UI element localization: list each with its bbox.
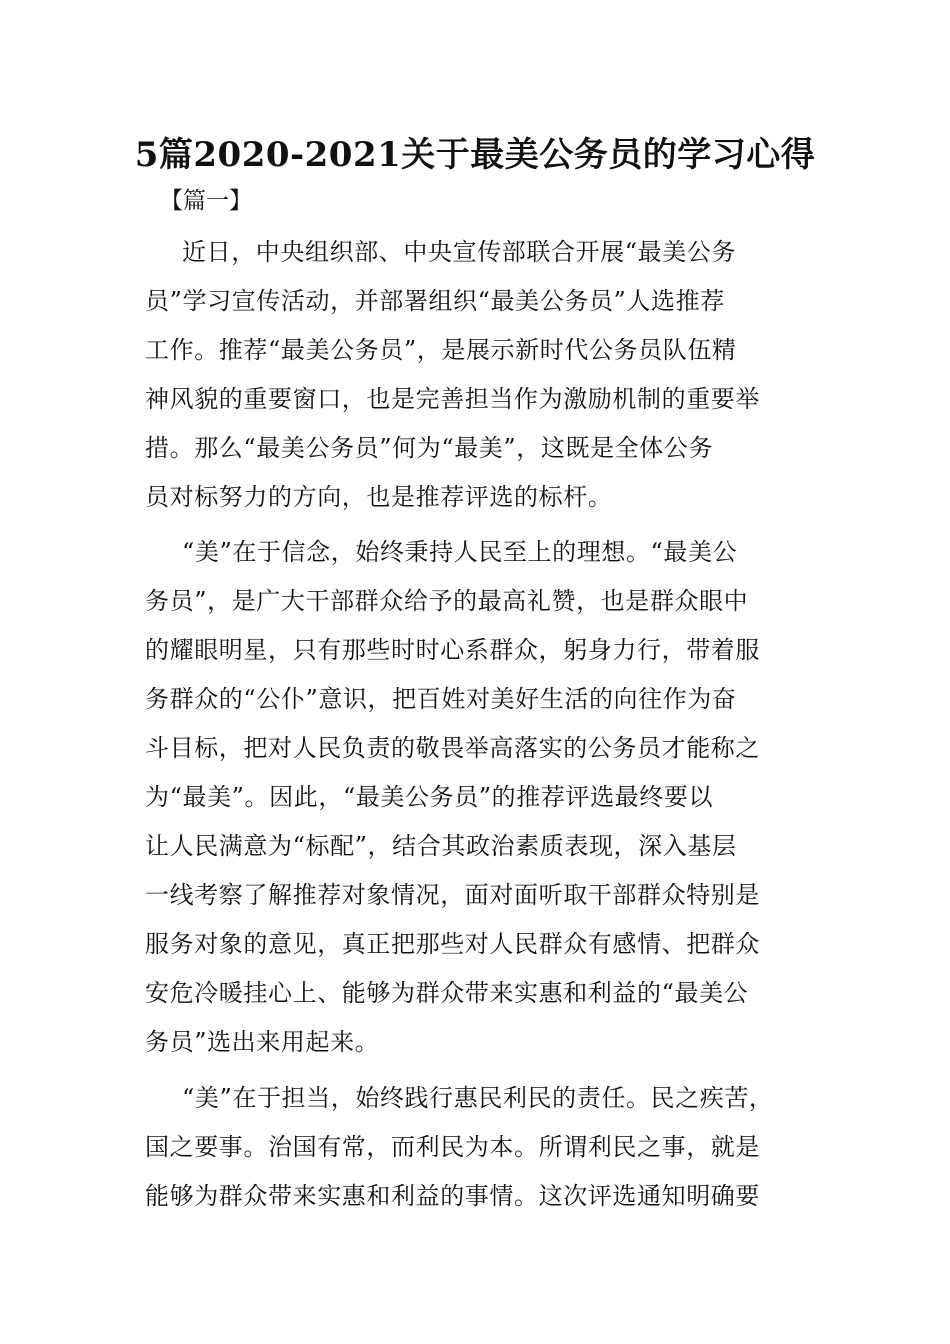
- body-line: 为“最美”。因此，“最美公务员”的推荐评选最终要以: [145, 783, 714, 811]
- body-line: 工作。推荐“最美公务员”，是展示新时代公务员队伍精: [145, 336, 737, 364]
- body-line: 服务对象的意见，真正把那些对人民群众有感情、把群众: [145, 930, 760, 958]
- body-line: 安危冷暖挂心上、能够为群众带来实惠和利益的“最美公: [145, 979, 749, 1007]
- body-line: 近日，中央组织部、中央宣传部联合开展“最美公务: [182, 238, 737, 266]
- body-line: 员对标努力的方向，也是推荐评选的标杆。: [145, 483, 613, 511]
- body-line: 让人民满意为“标配”，结合其政治素质表现，深入基层: [145, 832, 737, 860]
- body-line: 能够为群众带来实惠和利益的事情。这次评选通知明确要: [145, 1182, 760, 1210]
- body-line: 国之要事。治国有常，而利民为本。所谓利民之事，就是: [145, 1133, 760, 1161]
- body-line: 神风貌的重要窗口，也是完善担当作为激励机制的重要举: [145, 385, 760, 413]
- document-title: 5篇2020-2021关于最美公务员的学习心得: [134, 135, 816, 175]
- body-line: 斗目标，把对人民负责的敬畏举高落实的公务员才能称之: [145, 734, 760, 762]
- body-line: 员”学习宣传活动，并部署组织“最美公务员”人选推荐: [145, 287, 725, 315]
- body-line: 务员”，是广大干部群众给予的最高礼赞，也是群众眼中: [145, 587, 749, 615]
- body-line: 一线考察了解推荐对象情况，面对面听取干部群众特别是: [145, 881, 760, 909]
- section-heading: 【篇一】: [160, 188, 252, 214]
- body-line: “美”在于信念，始终秉持人民至上的理想。“最美公: [182, 538, 738, 566]
- body-line: 措。那么“最美公务员”何为“最美”，这既是全体公务: [145, 434, 714, 462]
- body-line: 务群众的“公仆”意识，把百姓对美好生活的向往作为奋: [145, 685, 737, 713]
- body-line: 的耀眼明星，只有那些时时心系群众，躬身力行，带着服: [145, 636, 760, 664]
- body-line: 务员”选出来用起来。: [145, 1028, 380, 1056]
- body-line: “美”在于担当，始终践行惠民利民的责任。民之疾苦，: [182, 1084, 774, 1112]
